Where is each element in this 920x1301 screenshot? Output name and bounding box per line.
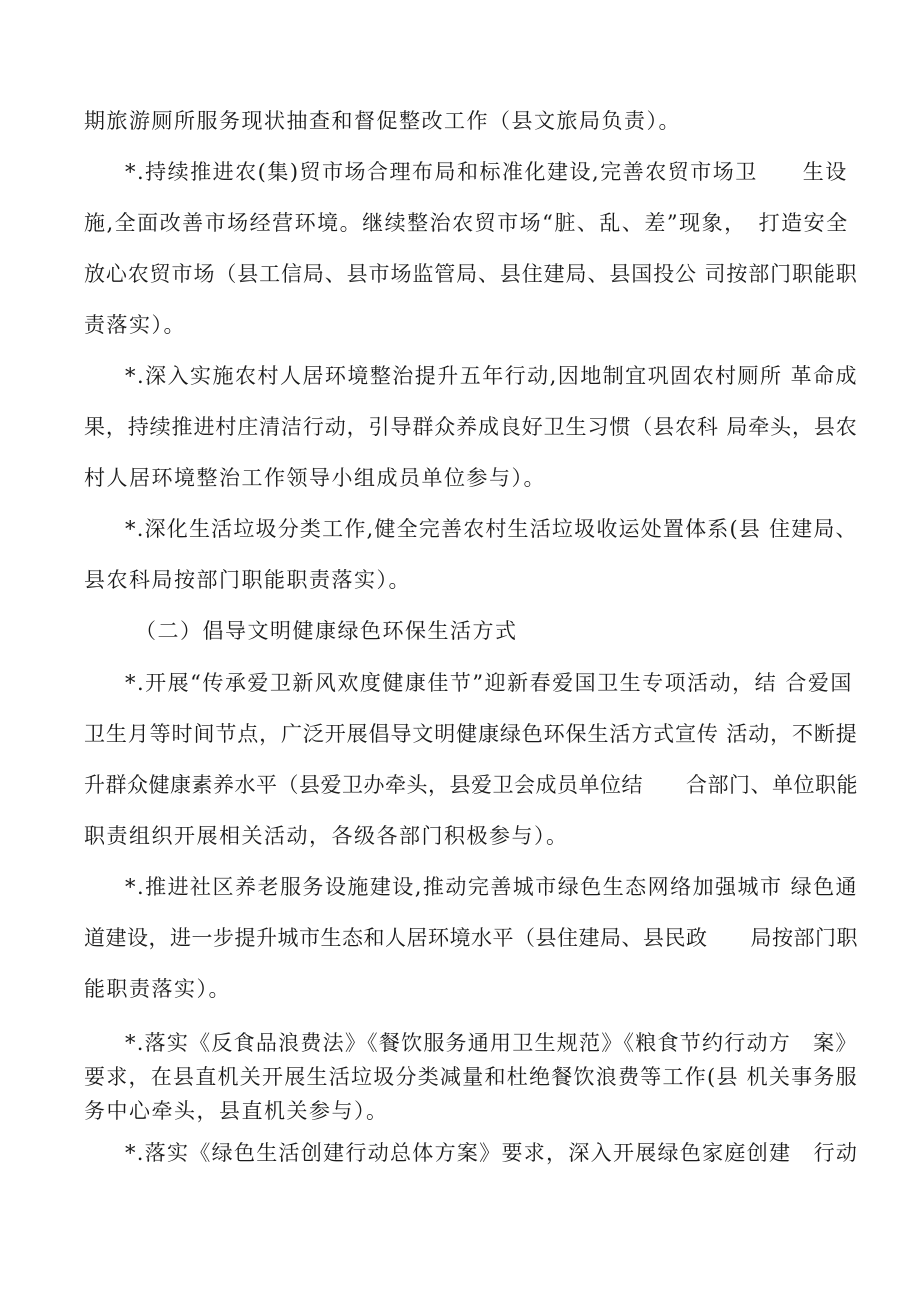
text-line: 卫生月等时间节点，广泛开展倡导文明健康绿色环保生活方式宣传 活动，不断提	[84, 722, 858, 746]
text-line: *.深化生活垃圾分类工作,健全完善农村生活垃圾收运处置体系(县 住建局、	[125, 517, 858, 541]
text-line: 要求，在县直机关开展生活垃圾分类减量和杜绝餐饮浪费等工作(县 机关事务服	[84, 1065, 858, 1089]
text-line: 县农科局按部门职能职责落实）。	[84, 568, 411, 592]
text-line: 务中心牵头，县直机关参与）。	[84, 1099, 389, 1123]
text-line: 能职责落实）。	[84, 977, 231, 1001]
section-heading: （二）倡导文明健康绿色环保生活方式	[135, 619, 518, 643]
text-line: 期旅游厕所服务现状抽查和督促整改工作（县文旅局负责）。	[84, 109, 681, 133]
text-line: *.落实《绿色生活创建行动总体方案》要求，深入开展绿色家庭创建 行动	[125, 1141, 859, 1165]
text-line: 放心农贸市场（县工信局、县市场监管局、县住建局、县国投公 司按部门职能职	[84, 262, 858, 286]
text-line: *.持续推进农(集)贸市场合理布局和标准化建设,完善农贸市场卫 生设	[125, 160, 848, 184]
text-line: *.深入实施农村人居环境整治提升五年行动,因地制宜巩固农村厕所 革命成	[125, 364, 859, 388]
text-line: 果，持续推进村庄清洁行动，引导群众养成良好卫生习惯（县农科 局牵头，县农	[84, 415, 858, 439]
text-line: 职责组织开展相关活动，各级各部门积极参与）。	[84, 824, 569, 848]
text-line: 村人居环境整治工作领导小组成员单位参与）。	[84, 466, 546, 490]
text-line: 升群众健康素养水平（县爱卫办牵头，县爱卫会成员单位结 合部门、单位职能	[84, 773, 858, 797]
text-line: 施,全面改善市场经营环境。继续整治农贸市场“脏、乱、差”现象， 打造安全	[84, 211, 849, 235]
text-line: 责落实）。	[84, 313, 186, 337]
text-line: *.开展“传承爱卫新风欢度健康佳节”迎新春爱国卫生专项活动，结 合爱国	[125, 671, 853, 695]
text-line: 道建设，进一步提升城市生态和人居环境水平（县住建局、县民政 局按部门职	[84, 926, 858, 950]
text-line: *.推进社区养老服务设施建设,推动完善城市绿色生态网络加强城市 绿色通	[125, 875, 859, 899]
text-line: *.落实《反食品浪费法》《餐饮服务通用卫生规范》《粮食节约行动方 案》	[125, 1031, 858, 1055]
